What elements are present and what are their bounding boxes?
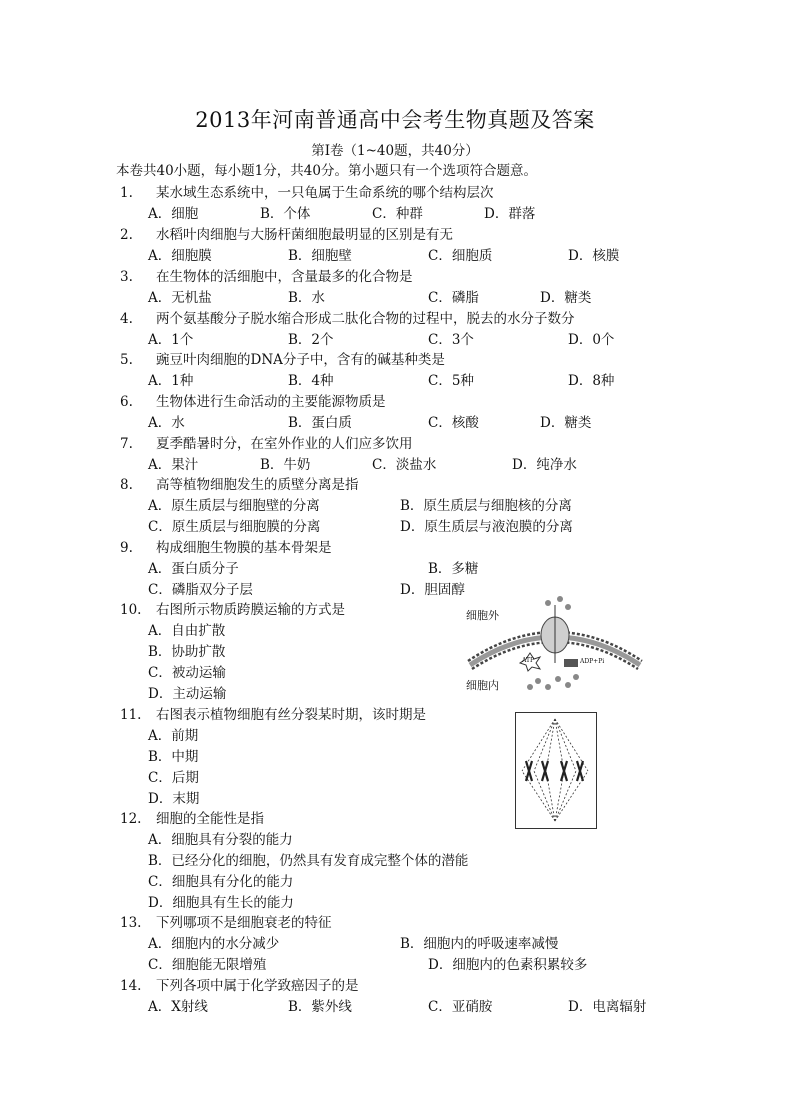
question-13: 13. 下列哪项不是细胞衰老的特征	[120, 915, 332, 931]
page-title: 2013年河南普通高中会考生物真题及答案	[195, 108, 595, 132]
inside-label: 细胞内	[466, 679, 499, 692]
question-8: 8. 高等植物细胞发生的质壁分离是指	[120, 477, 359, 493]
option-d[interactable]: D．胆固醇	[400, 582, 465, 598]
spindle-diagram	[516, 713, 595, 827]
membrane-transport-figure	[460, 593, 650, 693]
option-c[interactable]: C．细胞质	[428, 248, 493, 264]
option-b[interactable]: B．细胞内的呼吸速率减慢	[400, 936, 559, 952]
option-b[interactable]: B．水	[288, 290, 325, 306]
question-1: 1. 某水域生态系统中，一只龟属于生命系统的哪个结构层次	[120, 185, 494, 201]
question-12: 12. 细胞的全能性是指	[120, 811, 264, 827]
option-b[interactable]: B．个体	[260, 206, 311, 222]
adp-label: ADP+Pi	[580, 658, 605, 665]
question-7: 7. 夏季酷暑时分，在室外作业的人们应多饮用	[120, 436, 413, 452]
option-d[interactable]: D．糖类	[540, 415, 592, 431]
section-heading: 第Ⅰ卷（1~40题，共40分）	[311, 143, 479, 159]
option-d[interactable]: D．糖类	[540, 290, 592, 306]
option-a[interactable]: A．无机盐	[148, 290, 212, 306]
option-d[interactable]: D．电离辐射	[568, 999, 647, 1015]
option-b[interactable]: B．蛋白质	[288, 415, 352, 431]
option-b[interactable]: B．细胞壁	[288, 248, 352, 264]
option-d[interactable]: D．细胞具有生长的能力	[148, 895, 294, 911]
option-b[interactable]: B．中期	[148, 749, 199, 765]
option-d[interactable]: D．纯净水	[512, 457, 577, 473]
option-c[interactable]: C．细胞能无限增殖	[148, 957, 267, 973]
option-c[interactable]: C．后期	[148, 770, 199, 786]
instructions: 本卷共40小题，每小题1分，共40分。第小题只有一个选项符合题意。	[116, 163, 537, 179]
question-4: 4. 两个氨基酸分子脱水缩合形成二肽化合物的过程中，脱去的水分子数分	[120, 311, 575, 327]
option-a[interactable]: A．前期	[148, 728, 199, 744]
option-c[interactable]: C．磷脂	[428, 290, 479, 306]
option-b[interactable]: B．已经分化的细胞，仍然具有发育成完整个体的潜能	[148, 853, 469, 869]
option-a[interactable]: A．水	[148, 415, 185, 431]
option-d[interactable]: D．主动运输	[148, 686, 227, 702]
option-b[interactable]: B．原生质层与细胞核的分离	[400, 498, 572, 514]
option-a[interactable]: A．自由扩散	[148, 623, 226, 639]
question-6: 6. 生物体进行生命活动的主要能源物质是	[120, 394, 386, 410]
option-b[interactable]: B．协助扩散	[148, 644, 226, 660]
option-a[interactable]: A．细胞膜	[148, 248, 212, 264]
option-a[interactable]: A．X射线	[148, 999, 208, 1015]
option-c[interactable]: C．原生质层与细胞膜的分离	[148, 519, 321, 535]
option-a[interactable]: A．细胞	[148, 206, 199, 222]
option-b[interactable]: B．2个	[288, 332, 334, 348]
option-d[interactable]: D．8种	[568, 373, 615, 389]
option-a[interactable]: A．蛋白质分子	[148, 561, 239, 577]
option-d[interactable]: D．原生质层与液泡膜的分离	[400, 519, 573, 535]
option-c[interactable]: C．细胞具有分化的能力	[148, 874, 294, 890]
option-d[interactable]: D．0个	[568, 332, 615, 348]
question-11: 11. 右图表示植物细胞有丝分裂某时期，该时期是	[120, 707, 426, 723]
question-14: 14. 下列各项中属于化学致癌因子的是	[120, 978, 359, 994]
question-2: 2. 水稻叶肉细胞与大肠杆菌细胞最明显的区别是有无	[120, 227, 453, 243]
option-a[interactable]: A．1个	[148, 332, 194, 348]
option-b[interactable]: B．紫外线	[288, 999, 352, 1015]
option-b[interactable]: B．多糖	[428, 561, 479, 577]
outside-label: 细胞外	[466, 609, 499, 622]
option-c[interactable]: C．磷脂双分子层	[148, 582, 253, 598]
atp-label: ATP	[522, 657, 535, 664]
option-c[interactable]: C．淡盐水	[372, 457, 437, 473]
question-5: 5. 豌豆叶肉细胞的DNA分子中，含有的碱基种类是	[120, 352, 445, 368]
option-c[interactable]: C．核酸	[428, 415, 479, 431]
option-a[interactable]: A．原生质层与细胞壁的分离	[148, 498, 320, 514]
option-a[interactable]: A．细胞内的水分减少	[148, 936, 280, 952]
option-c[interactable]: C．3个	[428, 332, 474, 348]
question-3: 3. 在生物体的活细胞中，含量最多的化合物是	[120, 269, 413, 285]
option-a[interactable]: A．细胞具有分裂的能力	[148, 832, 293, 848]
option-b[interactable]: B．4种	[288, 373, 334, 389]
option-a[interactable]: A．1种	[148, 373, 194, 389]
question-9: 9. 构成细胞生物膜的基本骨架是	[120, 540, 332, 556]
question-10: 10. 右图所示物质跨膜运输的方式是	[120, 602, 345, 618]
mitosis-figure	[515, 712, 597, 829]
option-d[interactable]: D．末期	[148, 791, 200, 807]
option-d[interactable]: D．细胞内的色素积累较多	[428, 957, 588, 973]
option-d[interactable]: D．核膜	[568, 248, 620, 264]
option-d[interactable]: D．群落	[484, 206, 536, 222]
option-c[interactable]: C．5种	[428, 373, 474, 389]
option-a[interactable]: A．果汁	[148, 457, 199, 473]
option-b[interactable]: B．牛奶	[260, 457, 311, 473]
option-c[interactable]: C．亚硝胺	[428, 999, 493, 1015]
option-c[interactable]: C．被动运输	[148, 665, 226, 681]
option-c[interactable]: C．种群	[372, 206, 423, 222]
